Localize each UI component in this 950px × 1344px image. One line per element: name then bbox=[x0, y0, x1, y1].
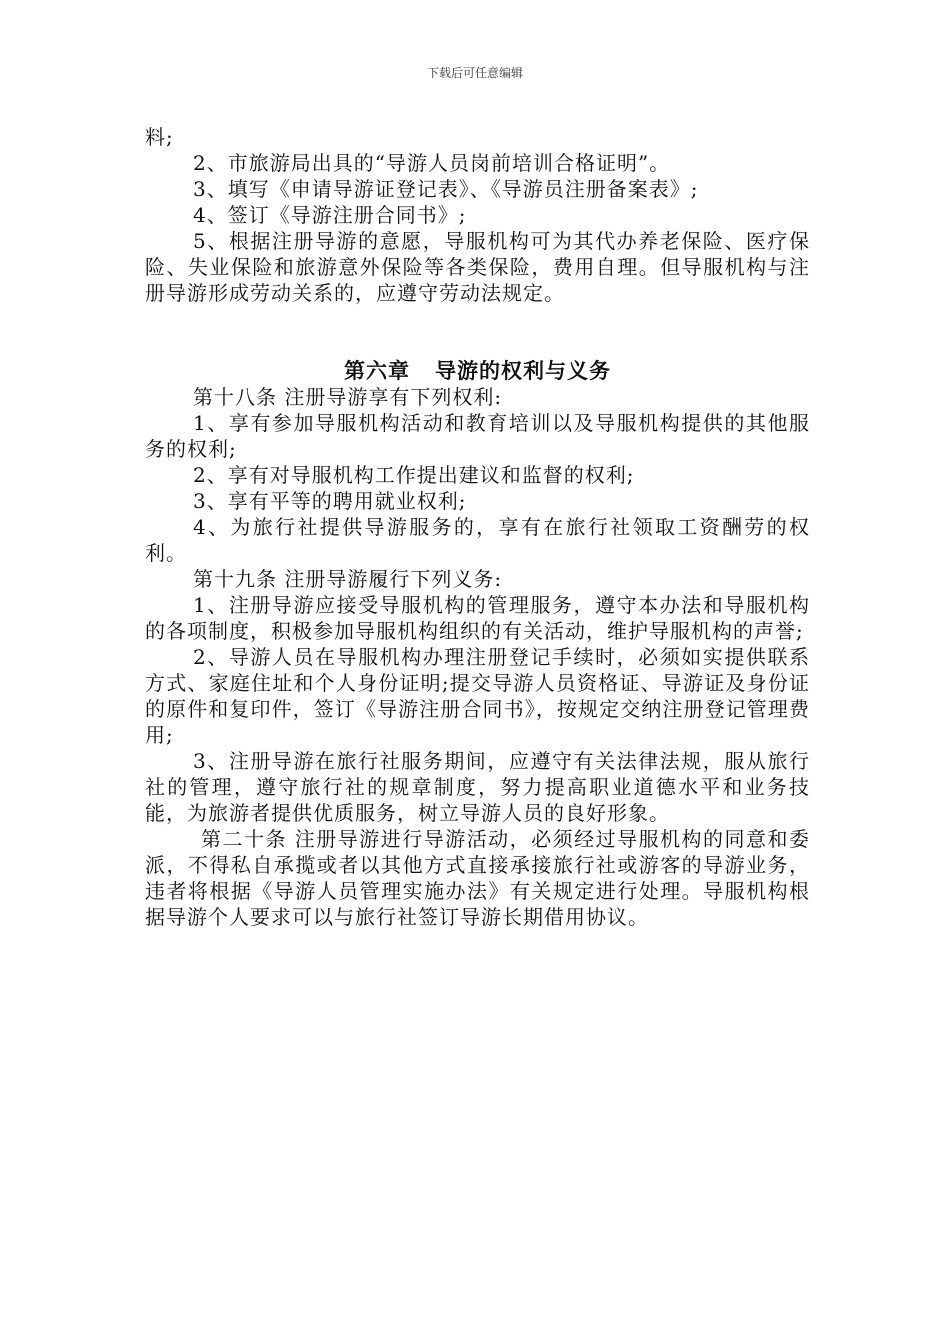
paragraph: 3、填写《申请导游证登记表》、《导游员注册备案表》; bbox=[193, 177, 699, 201]
paragraph: 1、享有参加导服机构活动和教育培训以及导服机构提供的其他服务的权利; bbox=[145, 411, 810, 461]
paragraph: 2、导游人员在导服机构办理注册登记手续时，必须如实提供联系方式、家庭住址和个人身份证明;提交导游人员资格证、导游证及身份证的原件和复印件，签订《导游注册合同书》，按规定交纳注册登记管理费用; bbox=[145, 645, 810, 747]
paragraph: 2、市旅游局出具的“导游人员岗前培训合格证明”。 bbox=[193, 151, 671, 175]
paragraph: 4、为旅行社提供导游服务的，享有在旅行社领取工资酬劳的权利。 bbox=[145, 515, 810, 565]
page-header: 下载后可任意编辑 bbox=[426, 66, 523, 80]
article-heading: 第十九条 注册导游履行下列义务: bbox=[193, 567, 503, 591]
paragraph: 5、根据注册导游的意愿，导服机构可为其代办养老保险、医疗保险、失业保险和旅游意外保险等各类保险，费用自理。但导服机构与注册导游形成劳动关系的，应遵守劳动法规定。 bbox=[145, 229, 810, 305]
paragraph: 3、注册导游在旅行社服务期间，应遵守有关法律法规，服从旅行社的管理，遵守旅行社的规章制度，努力提高职业道德水平和业务技能，为旅游者提供优质服务，树立导游人员的良好形象。 bbox=[145, 749, 810, 825]
article-heading: 第十八条 注册导游享有下列权利: bbox=[193, 385, 503, 409]
paragraph: 第二十条 注册导游进行导游活动，必须经过导服机构的同意和委派，不得私自承揽或者以其他方式直接承接旅行社或游客的导游业务，违者将根据《导游人员管理实施办法》有关规定进行处理。导服机构根据导游个人要求可以与旅行社签订导游长期借用协议。 bbox=[145, 827, 810, 929]
document-body bbox=[145, 124, 810, 930]
paragraph: 2、享有对导服机构工作提出建议和监督的权利; bbox=[193, 463, 635, 487]
paragraph: 4、签订《导游注册合同书》; bbox=[193, 203, 467, 227]
section-spacer bbox=[145, 306, 810, 358]
paragraph: 1、注册导游应接受导服机构的管理服务，遵守本办法和导服机构的各项制度，积极参加导服机构组织的有关活动，维护导服机构的声誉; bbox=[145, 593, 810, 643]
chapter-title: 第六章 导游的权利与义务 bbox=[344, 358, 611, 383]
paragraph: 料; bbox=[145, 125, 174, 149]
paragraph: 3、享有平等的聘用就业权利; bbox=[193, 489, 467, 513]
